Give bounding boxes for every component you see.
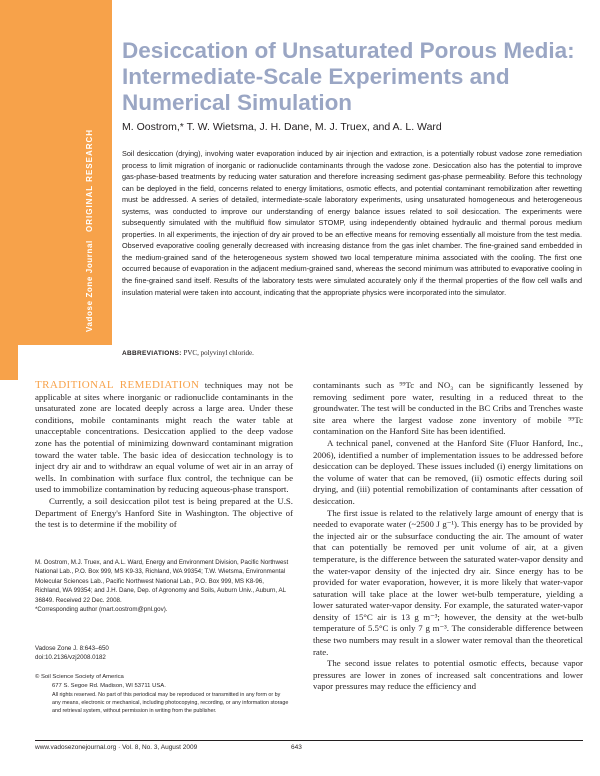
sidebar-color-band xyxy=(0,0,112,345)
sidebar-journal-name: Vadose Zone Journal xyxy=(85,240,94,332)
abbreviations-text: PVC, polyvinyl chloride. xyxy=(183,349,254,357)
body-column-left xyxy=(35,380,293,531)
copyright-rights: All rights reserved. No part of this periodical may be reproduced or transmitted in any form or by any means, electronic or mechanical, including photocopying, recording, or any information storage and retrieval system, without permission in writing from the publisher. xyxy=(52,691,289,714)
sidebar-section-label: ORIGINAL RESEARCH xyxy=(85,128,94,232)
title-line-3: Numerical Simulation xyxy=(122,90,353,115)
body-paragraph: The first issue is related to the relatively large amount of energy that is needed to evaporate water (~2500 J g⁻¹). This energy has to be provided by the injected air or the subsurface conducting the air. The amount of water that can potentially be removed per unit volume of air, at a given temperature, is the difference between the saturated water-vapor density and the water-vapor density of the injected dry air. Since energy has to be provided for water evaporation, however, it is more likely that water-vapor saturation will take place at the lower wet-bulb temperature, yielding a lower saturated water-vapor density. For example, the saturated water-vapor density of 15°C air is 13 g m⁻³; however, the density at the wet-bulb temperature of 5.5°C is only 7 g m⁻³. The considerable difference between these two numbers may result in a slower water removal than the theoretical rate. xyxy=(313,507,583,657)
page-number: 643 xyxy=(291,744,302,751)
copyright-block xyxy=(35,673,290,715)
copyright-address: 677 S. Segoe Rd. Madison, WI 53711 USA. xyxy=(52,682,166,689)
footer-divider xyxy=(35,740,583,741)
footer-journal-info: www.vadosezonejournal.org · Vol. 8, No. 3, August 2009 xyxy=(35,744,198,751)
doi-link[interactable]: doi:10.2136/vzj2008.0182 xyxy=(35,654,106,662)
citation-info xyxy=(35,644,109,663)
abbreviations xyxy=(122,349,254,357)
journal-pages: Vadose Zone J. 8:643–650 xyxy=(35,645,109,652)
affiliation-text: M. Oostrom, M.J. Truex, and A.L. Ward, Energy and Environment Division, Pacific Northwest National Lab., P.O. Box 999, MS K9-33, Richland, WA 99354; T.W. Wietsma, Environmental Molecular Sciences Lab., Pacific Northwest National Lab., P.O. Box 999, MS K8-96, Richland, WA 99354; and J.H. Dane, Dep. of Agronomy and Soils, Auburn Univ., Auburn, AL 36849. Received 22 Dec. 2008. xyxy=(35,559,289,604)
body-paragraph: A technical panel, convened at the Hanford Site (Fluor Hanford, Inc., 2006), identified a number of implementation issues to be addressed before desiccation can be deployed. These issues included (i) energy limitations on the volume of water that can be removed, (ii) osmotic effects during soil drying, and (iii) potential remobilization of contaminants after cessation of desiccation. xyxy=(313,437,583,506)
body-paragraph: The second issue relates to potential osmotic effects, because vapor pressures are lower in zones of increased salt concentrations and lower vapor pressures may reduce the efficiency and xyxy=(313,658,583,692)
title-line-2: Intermediate-Scale Experiments and xyxy=(122,64,510,89)
body-paragraph xyxy=(35,380,293,496)
title-line-1: Desiccation of Unsaturated Porous Media: xyxy=(122,38,575,63)
copyright-society: © Soil Science Society of America xyxy=(35,674,124,680)
sidebar-color-tab xyxy=(0,345,18,380)
author-list: M. Oostrom,* T. W. Wietsma, J. H. Dane, M. J. Truex, and A. L. Ward xyxy=(122,121,442,133)
abbreviations-label: ABBREVIATIONS: xyxy=(122,350,182,357)
body-text: techniques may not be applicable at sites where inorganic or radionuclide contaminants in the unsaturated zone are located deeply across a large area. Under these conditions, mobile contaminants might reach the water table at unacceptable concentrations. Desiccation applied to the deep vadose zone has the potential of minimizing downward contaminant migration toward the water table. The basic idea of desiccation technology is to inject dry air and to withdraw an equal volume of wet air in an array of wells. In combination with surface flux control, the technique can be used to immobilize contamination by reducing aqueous-phase transport. xyxy=(35,380,293,495)
article-title xyxy=(122,38,582,116)
body-paragraph: Currently, a soil desiccation pilot test is being prepared at the U.S. Department of Energy's Hanford Site in Washington. The objective of the test is to determine if the mobility of xyxy=(35,495,293,530)
body-paragraph: contaminants such as ⁹⁹Tc and NO₃ can be significantly lessened by removing sediment pore water, resulting in a reduced threat to the groundwater. The test will be conducted in the BC Cribs and Trenches waste site area where the largest vadose zone inventory of mobile ⁹⁹Tc contamination on the Hanford Site has been identified. xyxy=(313,380,583,437)
affiliations xyxy=(35,558,290,614)
corresponding-author: *Corresponding author (mart.oostrom@pnl.gov). xyxy=(35,606,168,614)
body-column-right xyxy=(313,380,583,693)
abstract: Soil desiccation (drying), involving water evaporation induced by air injection and extraction, is a potentially robust vadose zone remediation process to limit migration of inorganic or radionuclide contaminants through the vadose zone. Desiccation also has the potential to improve gas-phase-based treatments by reducing water saturation and therefore increasing sediment gas-phase permeability. Before this technology can be deployed in the field, concerns related to energy limitations, osmotic effects, and potential contaminant remobilization after rewetting must be addressed. A series of detailed, intermediate-scale laboratory experiments, using unsaturated homogeneous and heterogeneous systems, was conducted to improve our understanding of energy balance issues related to soil desiccation. The experiments were subsequently simulated with the multifluid flow simulator STOMP, using independently obtained hydraulic and thermal porous medium properties. In all experiments, the injection of dry air proved to be an effective means for removing essentially all moisture from the test media. Observed evaporative cooling generally decreased with increasing distance from the gas inlet chamber. The fine-grained sand embedded in the medium-grained sand of the heterogeneous system showed two local temperature minima associated with the cooling. The first one occurred because of evaporation in the adjacent medium-grained sand, whereas the second minimum was attributed to evaporative cooling in the fine-grained sand itself. Results of the laboratory tests were simulated accurately only if the thermal properties of the flow cell walls and insulation material were taken into account, indicating that the appropriate physics were incorporated into the simulator. xyxy=(122,149,582,297)
dropcap-lead: TRADITIONAL REMEDIATION xyxy=(35,379,200,391)
